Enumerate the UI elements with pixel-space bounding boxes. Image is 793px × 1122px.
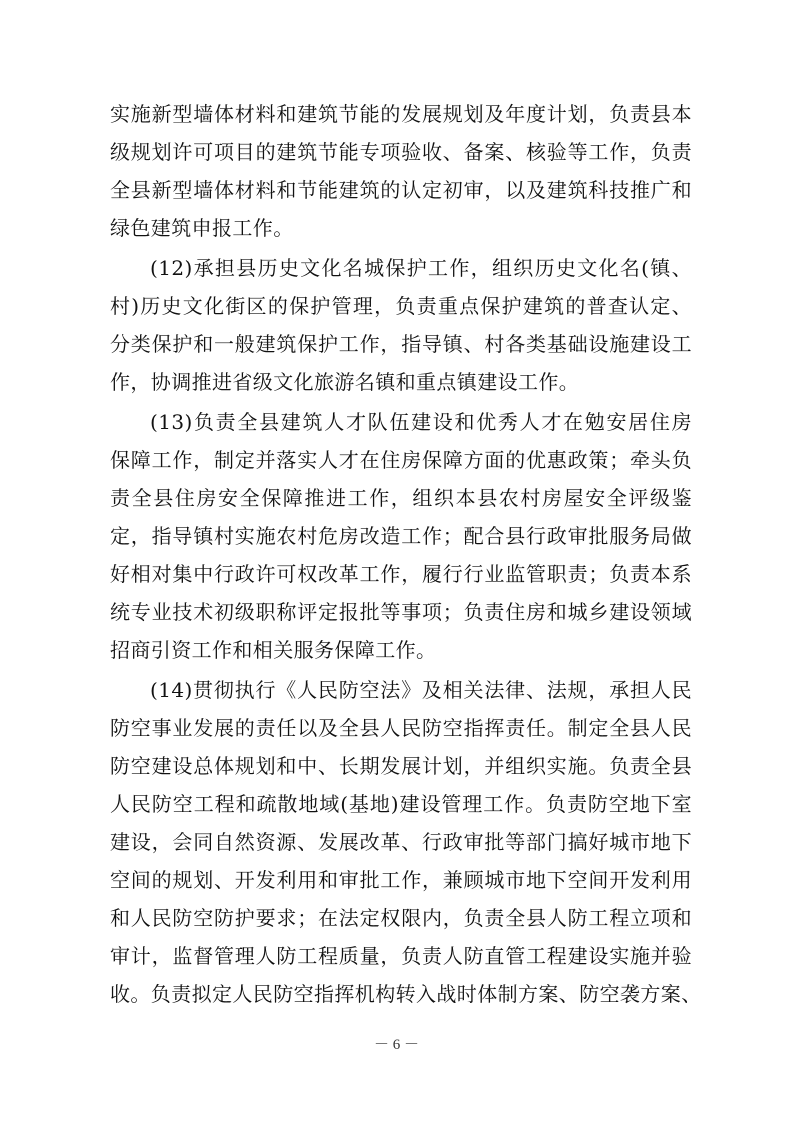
paragraph-14-line-3: 防空建设总体规划和中、长期发展计划，并组织实施。负责全县 (110, 754, 692, 778)
paragraph-13-line-7: 招商引资工作和相关服务保障工作。 (110, 638, 437, 662)
paragraph-13-line-2: 保障工作，制定并落实人才在住房保障方面的优惠政策；牵头负 (110, 448, 692, 472)
paragraph-13-line-1: (13)负责全县建筑人才队伍建设和优秀人才在勉安居住房 (150, 410, 692, 434)
paragraph-14-line-4: 人民防空工程和疏散地域(基地)建设管理工作。负责防空地下室 (110, 792, 692, 816)
text-line-4: 绿色建筑申报工作。 (110, 216, 294, 240)
paragraph-13-line-6: 统专业技术初级职称评定报批等事项；负责住房和城乡建设领域 (110, 600, 692, 624)
paragraph-14-line-6: 空间的规划、开发利用和审批工作，兼顾城市地下空间开发利用 (110, 868, 692, 892)
paragraph-14-line-9: 收。负责拟定人民防空指挥机构转入战时体制方案、防空袭方案、 (110, 982, 702, 1006)
paragraph-14-line-8: 审计，监督管理人防工程质量，负责人防直管工程建设实施并验 (110, 944, 692, 968)
paragraph-13-line-5: 好相对集中行政许可权改革工作，履行行业监管职责；负责本系 (110, 562, 692, 586)
paragraph-13-line-3: 责全县住房安全保障推进工作，组织本县农村房屋安全评级鉴 (110, 486, 692, 510)
paragraph-12-line-1: (12)承担县历史文化名城保护工作，组织历史文化名(镇、 (150, 256, 692, 280)
paragraph-13-line-4: 定，指导镇村实施农村危房改造工作；配合县行政审批服务局做 (110, 524, 692, 548)
paragraph-12-line-3: 分类保护和一般建筑保护工作，指导镇、村各类基础设施建设工 (110, 332, 692, 356)
paragraph-14-line-2: 防空事业发展的责任以及全县人民防空指挥责任。制定全县人民 (110, 716, 692, 740)
paragraph-14-line-5: 建设，会同自然资源、发展改革、行政审批等部门搞好城市地下 (110, 830, 692, 854)
paragraph-12-line-2: 村)历史文化街区的保护管理，负责重点保护建筑的普查认定、 (110, 294, 692, 318)
text-line-1: 实施新型墙体材料和建筑节能的发展规划及年度计划，负责县本 (110, 102, 692, 126)
text-line-2: 级规划许可项目的建筑节能专项验收、备案、核验等工作，负责 (110, 140, 692, 164)
paragraph-12-line-4: 作，协调推进省级文化旅游名镇和重点镇建设工作。 (110, 370, 580, 394)
paragraph-14-line-7: 和人民防空防护要求；在法定权限内，负责全县人防工程立项和 (110, 906, 692, 930)
paragraph-14-line-1: (14)贯彻执行《人民防空法》及相关法律、法规，承担人民 (150, 678, 692, 702)
page-number: － 6 － (373, 1037, 419, 1053)
text-line-3: 全县新型墙体材料和节能建筑的认定初审，以及建筑科技推广和 (110, 178, 692, 202)
